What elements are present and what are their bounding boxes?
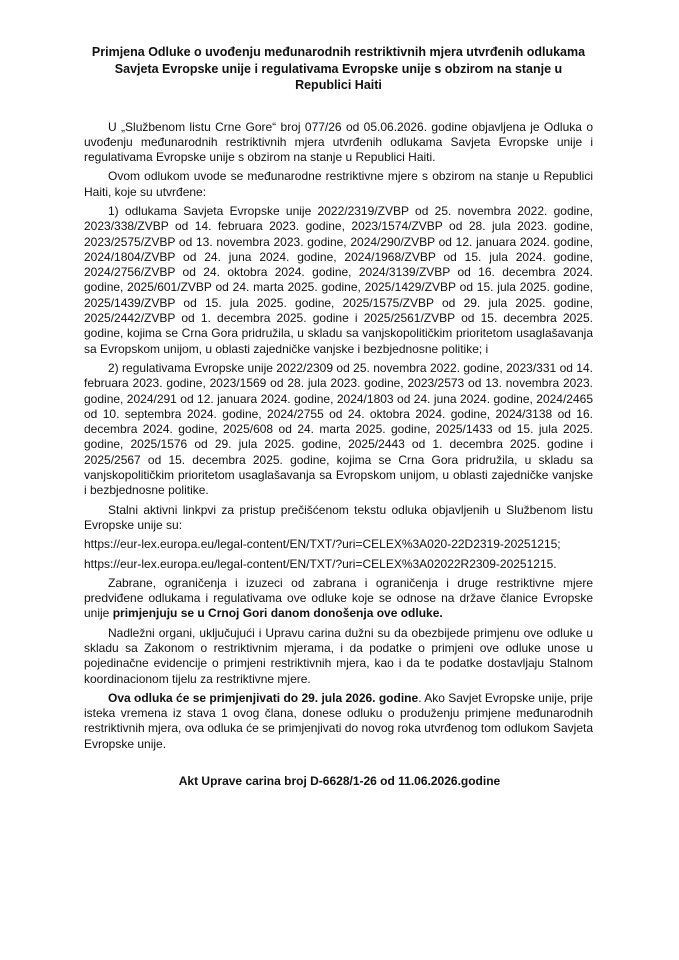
paragraph-links-intro: Stalni aktivni linkpvi za pristup prečišćenom tekstu odluka objavljenih u Službenom listu Evropske unije su: — [84, 502, 593, 532]
link-regulation[interactable]: https://eur-lex.europa.eu/legal-content/EN/TXT/?uri=CELEX%3A02022R2309-20251215. — [84, 556, 557, 571]
paragraph-introduction: Ovom odlukom uvode se međunarodne restriktivne mjere s obzirom na stanje u Republici Haiti, koje su utvrđene: — [84, 169, 593, 199]
prohibitions-bold-text: primjenjuju se u Crnoj Gori danom donošenja ove odluke. — [112, 606, 443, 621]
act-reference: Akt Uprave carina broj D-6628/1-26 od 11.06.2026.godine — [178, 774, 501, 788]
document-title: Primjena Odluke o uvođenju međunarodnih restriktivnih mjera utvrđenih odlukama Savjeta Evropske unije i regulativama Evropske unije s obzirom na stanje u Republici Haiti — [91, 45, 586, 92]
paragraph-council-decisions: 1) odlukama Savjeta Evropske unije 2022/2319/ZVBP od 25. novembra 2022. godine, 2023/338/ZVBP od 14. februara 2023. godine, 2023/1574/ZVBP od 28. jula 2023. godine, 2023/2575/ZVBP od 13. novembra 2023. godine, 2024/290/ZVBP od 12. januara 2024. godine, 2024/1804/ZVBP od 24. juna 2024. godine, 2024/1968/ZVBP od 15. jula 2024. godine, 2024/2756/ZVBP od 24. oktobra 2024. godine, 2024/3139/ZVBP od 16. decembra 2024. godine, 2025/601/ZVBP od 24. marta 2025. godine, 2025/1429/ZVBP od 15. jula 2025. godine, 2025/1439/ZVBP od 15. jula 2025. godine, 2025/1575/ZVBP od 29. jula 2025. godine, 2025/2442/ZVBP od 1. decembra 2025. godine i 2025/2561/ZVBP od 15. decembra 2025. godine, kojima se Crna Gora pridružila, u skladu sa vanjskopolitičkim prioritetom usaglašavanja sa Evropskom unijom, u oblasti zajedničke vanjske i bezbjednosne politike; i — [84, 203, 593, 356]
paragraph-publication: U „Službenom listu Crne Gore“ broj 077/26 od 05.06.2026. godine objavljena je Odluka o uvođenju međunarodnih restriktivnih mjera utvrđenih odlukama Savjeta Evropske unije i regulativama Evropske unije s obzirom na stanje u Republici Haiti. — [84, 119, 593, 165]
prohibitions-text: Zabrane, ograničenja i izuzeci od zabrana i ograničenja i druge restriktivne mjere predviđene odlukama i regulativama ove odluke koje se odnose na države članice Evropske unije — [84, 575, 593, 621]
paragraph-eu-regulations: 2) regulativama Evropske unije 2022/2309 od 25. novembra 2022. godine, 2023/331 od 14. februara 2023. godine, 2023/1569 od 28. jula 2023. godine, 2023/2573 od 13. novembra 2023. godine, 2024/291 od 12. januara 2024. godine, 2024/1803 od 24. juna 2024. godine, 2024/2465 od 10. septembra 2024. godine, 2024/2755 od 24. oktobra 2024. godine, 2024/3138 od 16. decembra 2024. godine, 2025/608 od 24. marta 2025. godine, 2025/1433 od 15. jula 2025. godine, 2025/1576 od 29. jula 2025. godine, 2025/2443 od 1. decembra 2025. godine i 2025/2567 od 15. decembra 2025. godine, kojima se Crna Gora pridružila, u skladu sa vanjskopolitičkim prioritetom usaglašavanja sa Evropskom unijom, u oblasti zajedničke vanjske i bezbjednosne politike. — [84, 360, 593, 498]
validity-text: . Ako Savjet Evropske unije, prije isteka vremena iz stava 1 ovog člana, donese odluku o produženju primjene međunarodnih restriktivnih mjera, ova odluka će se primjenjivati do novog roka utvrđenog tom odlukom Savjeta Evropske unije. — [84, 690, 593, 751]
validity-bold-text: Ova odluka će se primjenjivati do 29. jula 2026. godine — [108, 690, 419, 705]
paragraph-prohibitions — [84, 576, 593, 622]
paragraph-competent-authorities: Nadležni organi, uključujući i Upravu carina dužni su da obezbijede primjenu ove odluke u skladu sa Zakonom o restriktivnim mjerama, i da podatke o primjeni ove odluke unose u pojedinačne evidencije o primjeni restriktivnih mjera, kao i da te podatke dostavljaju Stalnom koordinacionom tijelu za restriktivne mjere. — [84, 625, 593, 686]
link-decision[interactable]: https://eur-lex.europa.eu/legal-content/EN/TXT/?uri=CELEX%3A020-22D2319-20251215; — [84, 537, 561, 552]
paragraph-validity — [84, 691, 593, 752]
